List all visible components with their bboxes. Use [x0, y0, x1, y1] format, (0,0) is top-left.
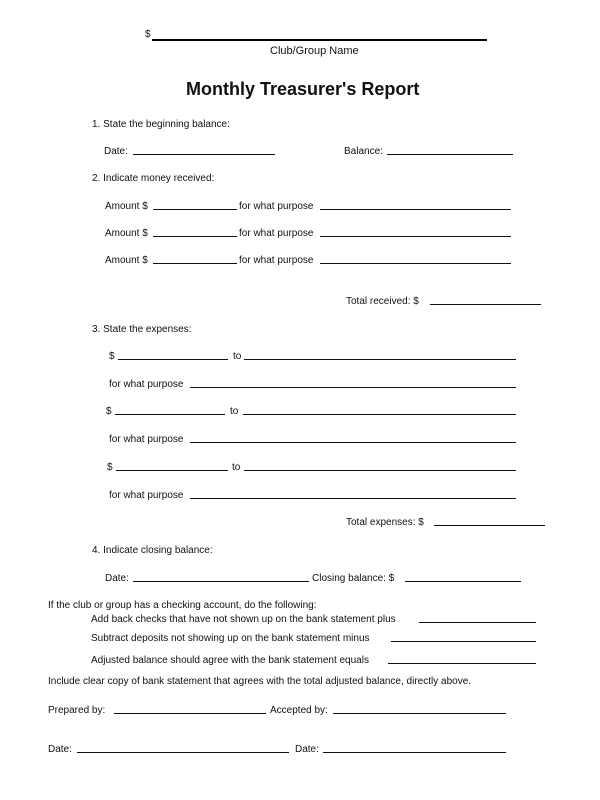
adjusted-label: Adjusted balance should agree with the bank statement equals [91, 655, 369, 666]
expense-amount-label: $ [109, 351, 115, 362]
expense-payee-field-2[interactable] [243, 414, 516, 415]
expense-amount-label: $ [106, 406, 112, 417]
accepted-by-label: Accepted by: [270, 705, 328, 716]
section2-heading: 2. Indicate money received: [92, 173, 215, 184]
subtract-field[interactable] [391, 641, 536, 642]
received-amount-field-2[interactable] [153, 236, 237, 237]
expense-purpose-label: for what purpose [109, 379, 184, 390]
prepared-by-label: Prepared by: [48, 705, 106, 716]
expense-purpose-field-3[interactable] [190, 498, 516, 499]
club-name-label: Club/Group Name [270, 45, 359, 57]
closing-balance-label: Closing balance: $ [312, 573, 395, 584]
prepared-by-field[interactable] [114, 713, 266, 714]
expense-amount-field-3[interactable] [116, 470, 228, 471]
expense-payee-field-3[interactable] [244, 470, 516, 471]
section1-heading: 1. State the beginning balance: [92, 119, 230, 130]
prepared-date-label: Date: [48, 744, 72, 755]
accepted-date-label: Date: [295, 744, 319, 755]
expense-payee-field-1[interactable] [244, 359, 516, 360]
section4-heading: 4. Indicate closing balance: [92, 545, 213, 556]
received-amount-label: Amount $ [105, 228, 148, 239]
expense-purpose-label: for what purpose [109, 490, 184, 501]
add-back-field[interactable] [419, 622, 536, 623]
prepared-date-field[interactable] [77, 752, 289, 753]
received-purpose-label: for what purpose [239, 228, 314, 239]
total-expenses-field[interactable] [434, 525, 545, 526]
expense-amount-field-1[interactable] [118, 359, 228, 360]
received-purpose-label: for what purpose [239, 201, 314, 212]
section3-heading: 3. State the expenses: [92, 324, 192, 335]
checking-intro: If the club or group has a checking account, do the following: [48, 600, 317, 611]
closing-date-field[interactable] [133, 581, 309, 582]
total-received-label: Total received: $ [346, 296, 419, 307]
closing-balance-field[interactable] [405, 581, 521, 582]
received-amount-field-3[interactable] [153, 263, 237, 264]
page-title: Monthly Treasurer's Report [186, 79, 420, 99]
accepted-by-field[interactable] [333, 713, 506, 714]
add-back-label: Add back checks that have not shown up on the bank statement plus [91, 614, 396, 625]
beginning-date-field[interactable] [133, 154, 275, 155]
adjusted-balance-field[interactable] [388, 663, 536, 664]
expense-amount-field-2[interactable] [115, 414, 225, 415]
currency-prefix: $ [145, 29, 151, 40]
expense-to-label: to [233, 351, 242, 362]
expense-to-label: to [232, 462, 241, 473]
received-purpose-field-3[interactable] [320, 263, 511, 264]
expense-purpose-field-1[interactable] [190, 387, 516, 388]
received-amount-field-1[interactable] [153, 209, 237, 210]
accepted-date-field[interactable] [323, 752, 506, 753]
received-amount-label: Amount $ [105, 255, 148, 266]
closing-date-label: Date: [105, 573, 129, 584]
expense-to-label: to [230, 406, 239, 417]
total-received-field[interactable] [430, 304, 541, 305]
received-purpose-label: for what purpose [239, 255, 314, 266]
beginning-balance-field[interactable] [387, 154, 513, 155]
expense-amount-label: $ [107, 462, 113, 473]
expense-purpose-field-2[interactable] [190, 442, 516, 443]
club-name-field[interactable] [152, 39, 487, 41]
received-amount-label: Amount $ [105, 201, 148, 212]
received-purpose-field-1[interactable] [320, 209, 511, 210]
beginning-balance-label: Balance: [344, 146, 383, 157]
total-expenses-label: Total expenses: $ [346, 517, 424, 528]
received-purpose-field-2[interactable] [320, 236, 511, 237]
subtract-label: Subtract deposits not showing up on the bank statement minus [91, 633, 370, 644]
expense-purpose-label: for what purpose [109, 434, 184, 445]
beginning-date-label: Date: [104, 146, 128, 157]
include-statement-note: Include clear copy of bank statement that agrees with the total adjusted balance, directly above. [48, 676, 472, 687]
